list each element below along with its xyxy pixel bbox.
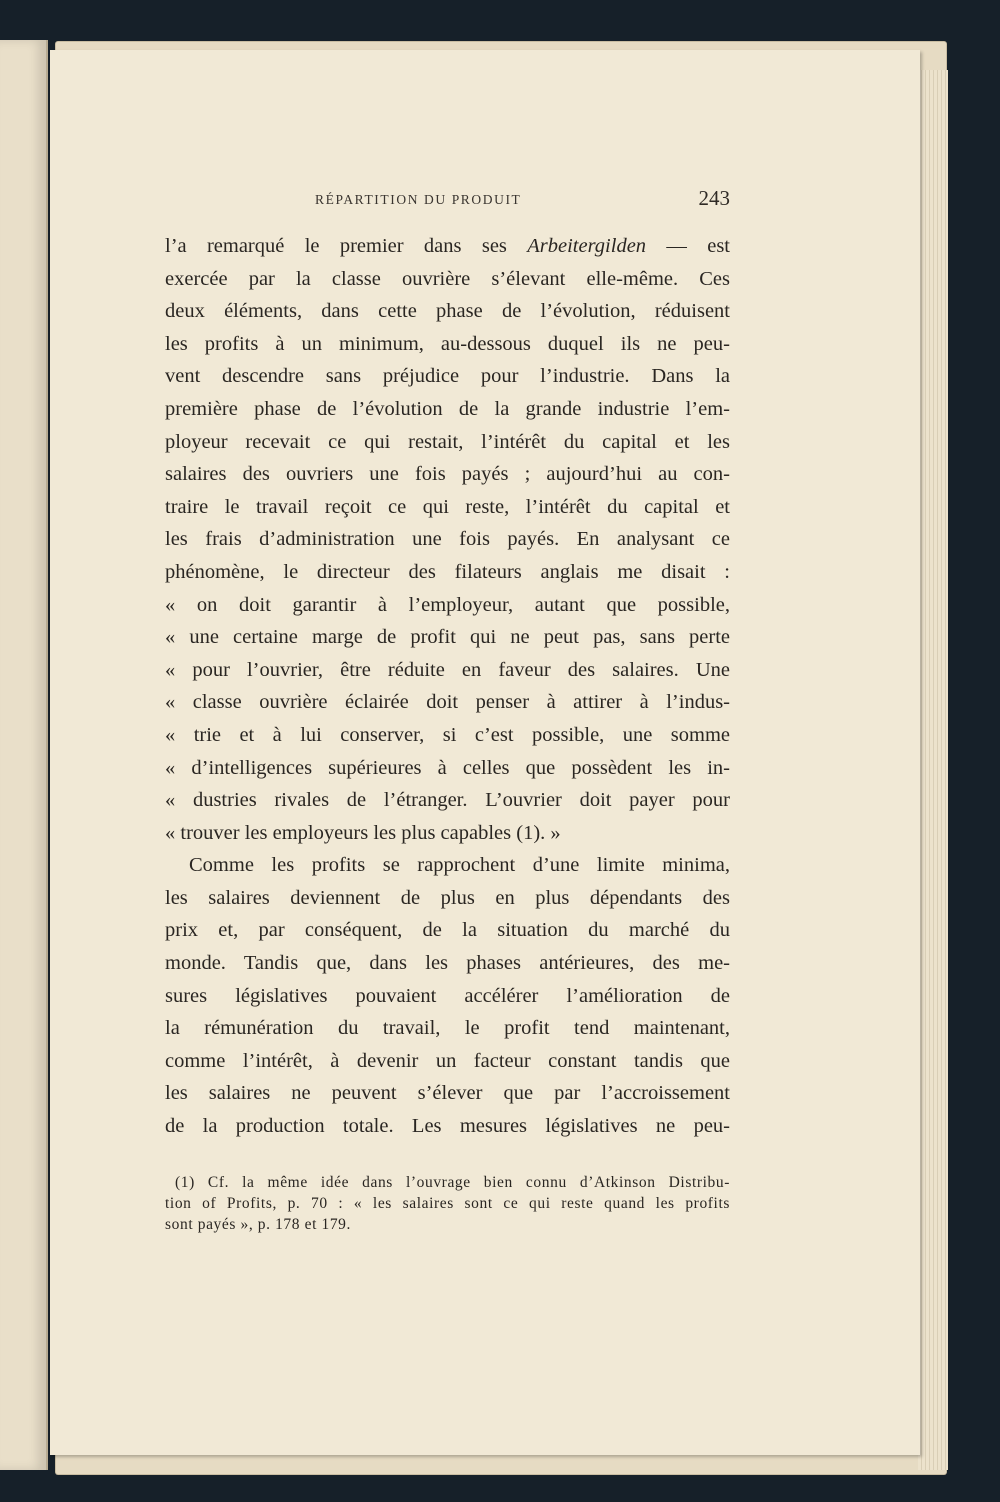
text-line: phénomène, le directeur des filateurs anglais me disait : (165, 560, 730, 583)
text-line: « trouver les employeurs les plus capables (1). » (165, 821, 561, 844)
text-line: Comme les profits se rapprochent d’une limite minima, (189, 854, 730, 877)
running-title: RÉPARTITION DU PRODUIT (315, 192, 522, 207)
text-line: « une certaine marge de profit qui ne peut pas, sans perte (165, 626, 730, 649)
text-line: exercée par la classe ouvrière s’élevant elle-même. Ces (165, 267, 730, 290)
text-line: monde. Tandis que, dans les phases antérieures, des me- (165, 952, 730, 975)
page-fore-edge (918, 70, 948, 1470)
text-line: première phase de l’évolution de la grande industrie l’em- (165, 397, 730, 420)
text-line: « d’intelligences supérieures à celles que possèdent les in- (165, 756, 730, 779)
footnotes (165, 1172, 730, 1235)
footnote-line: sont payés », p. 178 et 179. (165, 1216, 351, 1233)
text-line: vent descendre sans préjudice pour l’industrie. Dans la (165, 365, 730, 388)
text-line (165, 230, 730, 263)
text-line: traire le travail reçoit ce qui reste, l’intérêt du capital et (165, 495, 730, 518)
text-line: prix et, par conséquent, de la situation du marché du (165, 919, 730, 942)
text-line: deux éléments, dans cette phase de l’évolution, réduisent (165, 300, 730, 323)
footnote-line: tion of Profits, p. 70 : « les salaires sont ce qui reste quand les profits (165, 1195, 730, 1212)
text-line: sures législatives pouvaient accélérer l’amélioration de (165, 984, 730, 1007)
text-line-segment: — est (646, 235, 731, 257)
text-line: les salaires deviennent de plus en plus dépendants des (165, 886, 730, 909)
text-line: ployeur recevait ce qui restait, l’intérêt du capital et les (165, 430, 730, 453)
text-line: de la production totale. Les mesures législatives ne peu- (165, 1115, 730, 1138)
body-text (165, 230, 730, 1143)
text-line: les salaires ne peuvent s’élever que par l’accroissement (165, 1082, 730, 1105)
text-line: les profits à un minimum, au-dessous duquel ils ne peu- (165, 332, 730, 355)
text-line-segment: l’a remarqué le premier dans ses (165, 235, 528, 257)
text-line: « pour l’ouvrier, être réduite en faveur des salaires. Une (165, 658, 730, 681)
italic-title: Arbeitergilden (527, 235, 647, 257)
text-line: comme l’intérêt, à devenir un facteur constant tandis que (165, 1049, 730, 1072)
text-line: « classe ouvrière éclairée doit penser à attirer à l’indus- (165, 691, 730, 714)
text-line: « trie et à lui conserver, si c’est possible, une somme (165, 723, 730, 746)
facing-page-edge (0, 40, 48, 1470)
footnote-line: (1) Cf. la même idée dans l’ouvrage bien connu d’Atkinson Distribu- (175, 1174, 730, 1191)
page-number: 243 (698, 186, 730, 210)
running-head (165, 180, 730, 220)
text-line: « on doit garantir à l’employeur, autant que possible, (165, 593, 730, 616)
text-line: la rémunération du travail, le profit tend maintenant, (165, 1017, 730, 1040)
text-line: « dustries rivales de l’étranger. L’ouvrier doit payer pour (165, 789, 730, 812)
text-line: les frais d’administration une fois payés. En analysant ce (165, 528, 730, 551)
text-line: salaires des ouvriers une fois payés ; aujourd’hui au con- (165, 463, 730, 486)
